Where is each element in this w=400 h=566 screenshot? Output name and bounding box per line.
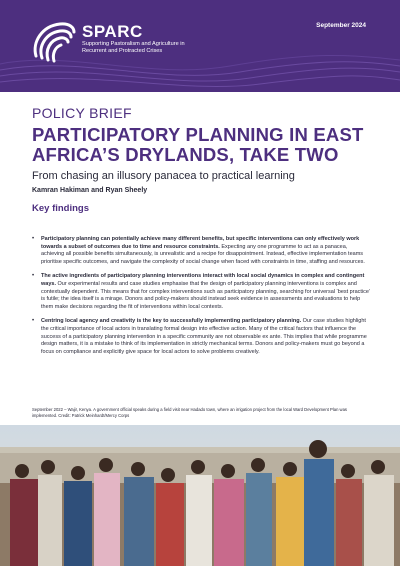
sparc-logo-icon	[30, 20, 76, 64]
page-subtitle: From chasing an illusory panacea to practical learning	[32, 170, 295, 182]
list-item	[32, 273, 372, 311]
series-label: POLICY BRIEF	[32, 105, 132, 121]
org-tagline: Supporting Pastoralism and Agriculture in Recurrent and Protracted Crises	[82, 41, 185, 54]
bullet-icon: •	[32, 318, 35, 325]
authors: Kamran Hakiman and Ryan Sheely	[32, 187, 148, 194]
cover-photo	[0, 425, 400, 566]
publication-date: September 2024	[316, 22, 366, 29]
finding-lead: Centring local agency and creativity is the key to successfully implementing participatory planning.	[41, 318, 302, 325]
key-findings-heading: Key findings	[32, 203, 90, 214]
finding-body: Expecting any one programme to act as a panacea, achieving all possible benefits simultaneously, is unrealistic and a recipe for disappointment. Instead, effective implementation teams prioritise specific outcomes, and navigate the complexity of social change when faced with constraints in time, staffing and resources.	[41, 243, 365, 265]
page-title: PARTICIPATORY PLANNING IN EAST AFRICA’S DRYLANDS, TAKE TWO	[32, 124, 364, 165]
bullet-icon: •	[32, 273, 35, 280]
header-banner	[0, 0, 400, 92]
finding-body: Our experimental results and case studies emphasise that the design of participatory planning interventions is complex and contextually dependent. This means that for complex interventions such as participatory planning, searching for universal ‘best practice’ is futile; the idea itself is a mirage. Donors and policy-makers should instead seek evidence in assessments and evaluations to help them make decisions regarding the fit of interventions within local contexts.	[41, 280, 370, 310]
finding-lead: The active ingredients of participatory planning interventions interact with local social dynamics in complex and contingent ways.	[41, 273, 365, 287]
finding-body: Our case studies highlight the critical importance of local actors in translating formal design into effective action. Many of the critical factors that influence the success of a participatory planning intervention in a specific community are not observable ex ante. This implies that while programme design matters, it is a mistake to think of its implementation in strictly mechanical terms. Donors and policy-makers must go beyond a focus on compliance and explicitly give space for local actors to solve problems creatively.	[41, 318, 367, 355]
photo-caption: September 2022 – Wajir, Kenya. A government official speaks during a field visit near Hadado town, where an irrigation project from the local Ward Development Plan was implemented. Credit: Patrick Meinhardt/Mercy Corps	[32, 407, 348, 418]
key-findings-list	[32, 236, 372, 363]
list-item	[32, 236, 372, 266]
bullet-icon: •	[32, 236, 35, 242]
list-item	[32, 318, 372, 356]
finding-lead: Participatory planning can potentially achieve many different benefits, but specific interventions can only effectively work towards a subset of outcomes due to time and resource constraints.	[41, 236, 360, 250]
org-name: SPARC	[82, 22, 143, 41]
